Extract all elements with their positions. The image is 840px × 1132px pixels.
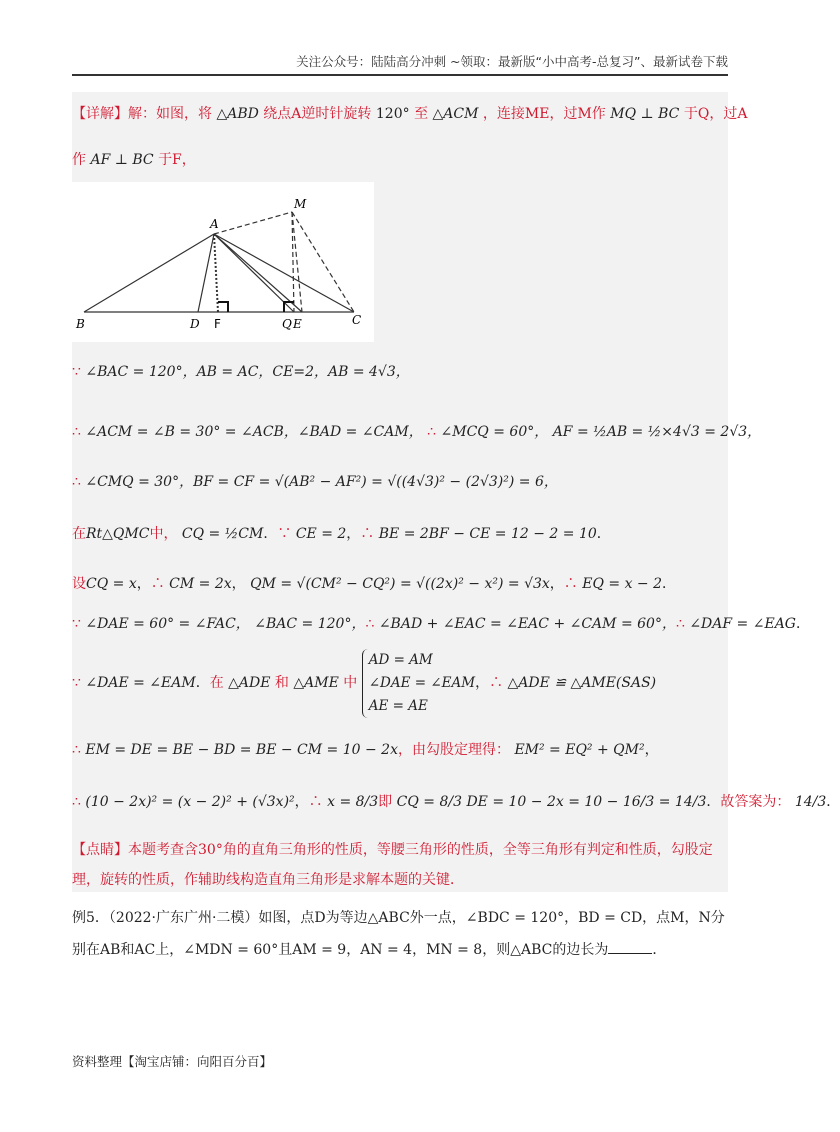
comment-line-1: 【点睛】本题考查含30°角的直角三角形的性质，等腰三角形的性质，全等三角形有判定和性质，勾股定 bbox=[72, 842, 713, 858]
label-D: D bbox=[190, 317, 200, 331]
label-M: M bbox=[294, 197, 307, 211]
solution-step-2: ∴ ∠ACM = ∠B = 30° = ∠ACB，∠BAD = ∠CAM， ∴ ∠MCQ = 60°， AF = ½AB = ½×4√3 = 2√3， bbox=[72, 424, 762, 440]
solution-step-5: 设CQ = x，∴ CM = 2x， QM = √(CM² − CQ²) = √((2x)² − x²) = √3x，∴ EQ = x − 2． bbox=[72, 576, 677, 592]
label-Q: Q bbox=[282, 317, 292, 331]
solution-line-2: 作 AF ⊥ BC 于F， bbox=[72, 152, 196, 168]
geometry-figure bbox=[72, 182, 374, 342]
solution-step-1: ∵ ∠BAC = 120°，AB = AC，CE=2，AB = 4√3， bbox=[72, 364, 410, 380]
solution-step-4: 在Rt△QMC中， CQ = ½CM．∵ CE = 2，∴ BE = 2BF − CE = 12 − 2 = 10． bbox=[72, 526, 611, 542]
solution-block bbox=[72, 92, 840, 892]
solution-step-8: ∴ EM = DE = BE − BD = BE − CM = 10 − 2x，由勾股定理得： EM² = EQ² + QM²， bbox=[72, 742, 659, 758]
label-B: B bbox=[76, 317, 85, 331]
example-5 bbox=[72, 902, 728, 966]
answer-blank bbox=[608, 939, 652, 954]
page-header: 关注公众号：陆陆高分冲刺 ~领取：最新版“小中高考-总复习”、最新试卷下载 bbox=[72, 52, 728, 76]
example-line-1: 例5．（2022·广东广州·二模）如图，点D为等边△ABC外一点，∠BDC = 120°，BD = CD，点M，N分 bbox=[72, 910, 725, 926]
solution-line-1: 【详解】解：如图，将 △ABD 绕点A逆时针旋转 120° 至 △ACM ，连接ME，过M作 MQ ⊥ BC 于Q，过A bbox=[72, 106, 748, 122]
solution-step-6: ∵ ∠DAE = 60° = ∠FAC， ∠BAC = 120°，∴ ∠BAD + ∠EAC = ∠EAC + ∠CAM = 60°，∴ ∠DAF = ∠EAG． bbox=[72, 616, 810, 632]
example-line-2: 别在AB和AC上，∠MDN = 60°且AM = 9，AN = 4，MN = 8，则△ABC的边长为 ． bbox=[72, 934, 728, 966]
label-A: A bbox=[210, 217, 219, 231]
comment-line-2: 理，旋转的性质，作辅助线构造直角三角形是求解本题的关键． bbox=[72, 872, 464, 888]
solution-step-3: ∴ ∠CMQ = 30°，BF = CF = √(AB² − AF²) = √((4√3)² − (2√3)²) = 6， bbox=[72, 474, 558, 490]
label-F: F bbox=[214, 317, 221, 331]
solution-step-9: ∴ (10 − 2x)² = (x − 2)² + (√3x)²，∴ x = 8/3即 CQ = 8/3 DE = 10 − 2x = 10 − 16/3 = 14/3．故答案为： 14/3． bbox=[72, 794, 840, 810]
solution-step-7: ∵ ∠DAE = ∠EAM．在 △ADE 和 △AME 中 AD = AM ∠DAE = ∠EAM AE = AE，∴ △ADE ≌ △AME(SAS) bbox=[72, 648, 656, 718]
label-E: E bbox=[293, 317, 302, 331]
congruence-system: AD = AM ∠DAE = ∠EAM AE = AE bbox=[362, 649, 475, 718]
triangle-diagram bbox=[72, 182, 374, 342]
page-footer: 资料整理【淘宝店铺：向阳百分百】 bbox=[72, 1054, 273, 1069]
label-C: C bbox=[352, 313, 362, 327]
